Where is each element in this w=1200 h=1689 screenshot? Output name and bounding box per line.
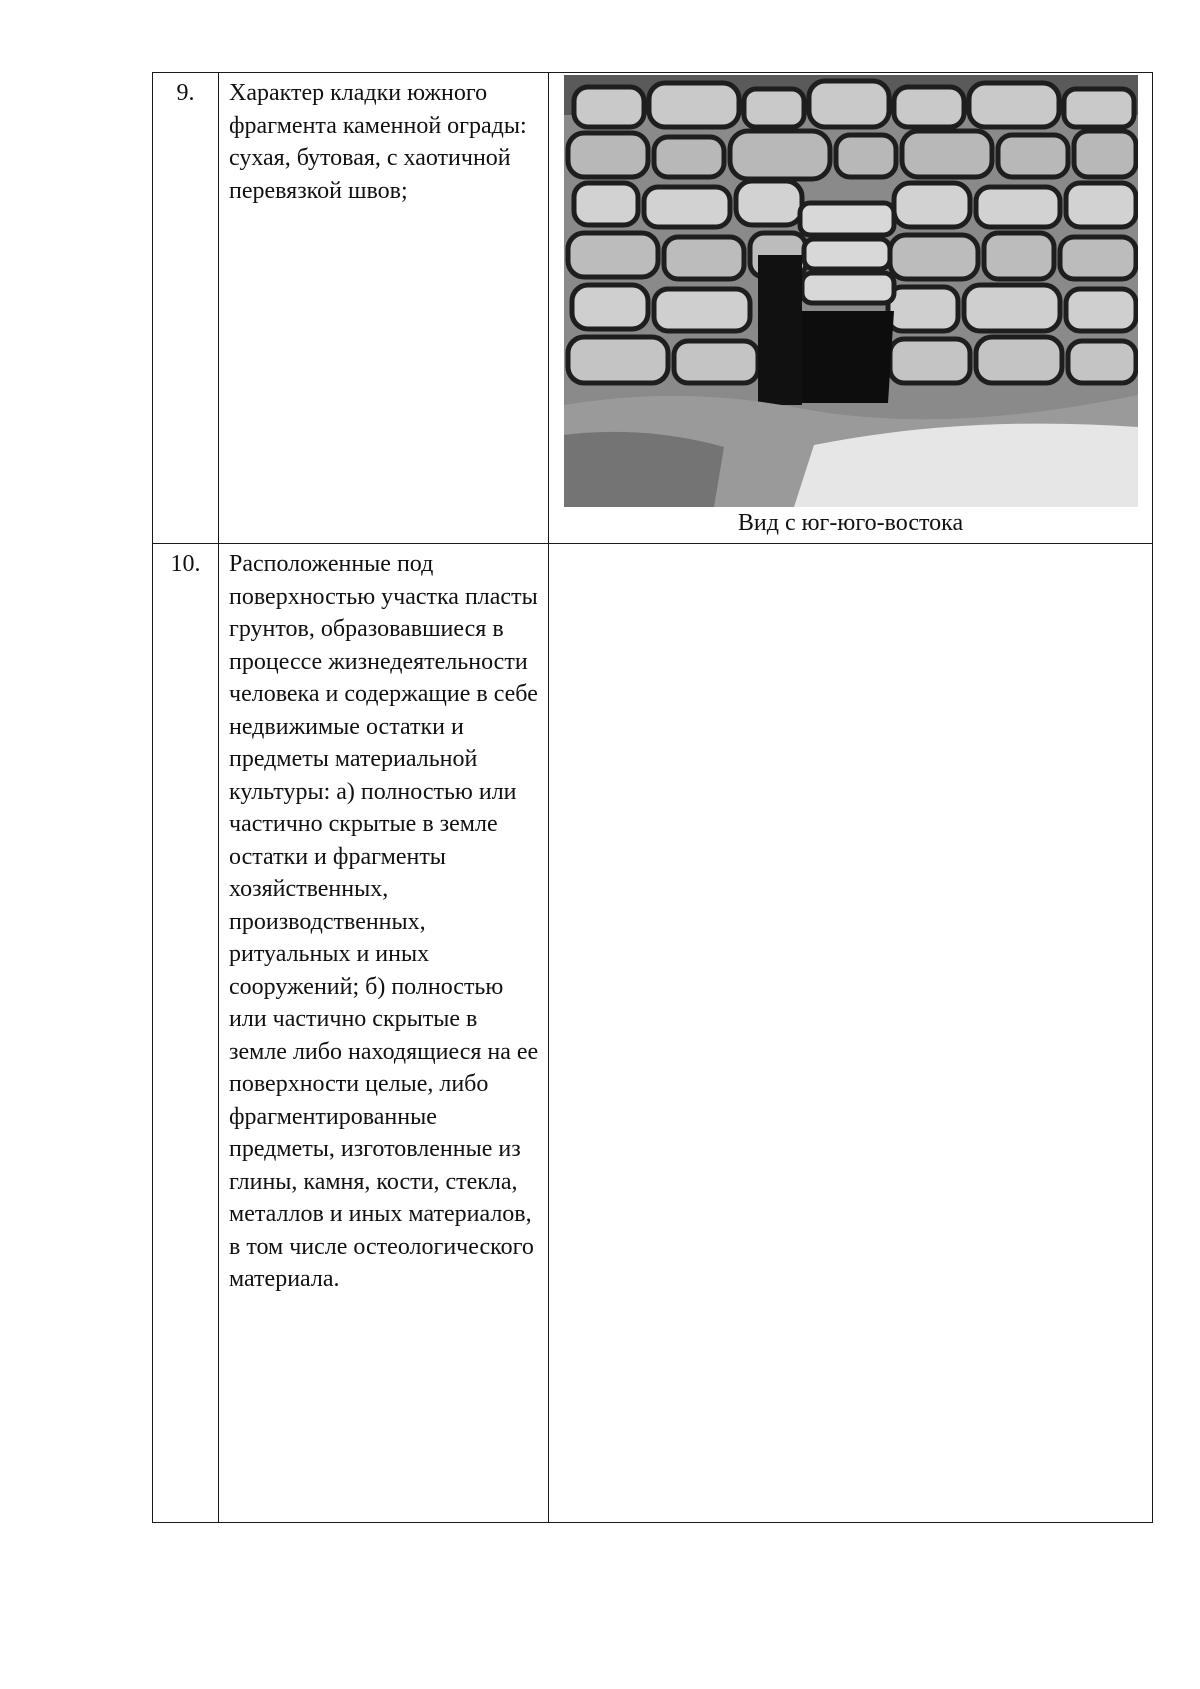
table-row bbox=[153, 73, 1153, 544]
table-row bbox=[153, 544, 1153, 1523]
image-cell bbox=[549, 73, 1153, 544]
document-table bbox=[152, 72, 1153, 1523]
row-number: 10. bbox=[153, 544, 219, 1523]
row-number: 9. bbox=[153, 73, 219, 544]
photo-caption: Вид с юг-юго-востока bbox=[737, 510, 964, 536]
empty-image-cell bbox=[549, 544, 1153, 1523]
stone-wall-photo bbox=[564, 75, 1138, 507]
row-description: Характер кладки южного фрагмента каменной ограды: сухая, бутовая, с хаотичной перевязкой швов; bbox=[219, 73, 549, 544]
row-description: Расположенные под поверхностью участка пласты грунтов, образовавшиеся в процессе жизнедеятельности человека и содержащие в себе недвижимые остатки и предметы материальной культуры: а) полностью или частично скрытые в земле остатки и фрагменты хозяйственных, производственных, ритуальных и иных сооружений; б) полностью или частично скрытые в земле либо находящиеся на ее поверхности целые, либо фрагментированные предметы, изготовленные из глины, камня, кости, стекла, металлов и иных материалов, в том числе остеологического материала. bbox=[219, 544, 549, 1523]
